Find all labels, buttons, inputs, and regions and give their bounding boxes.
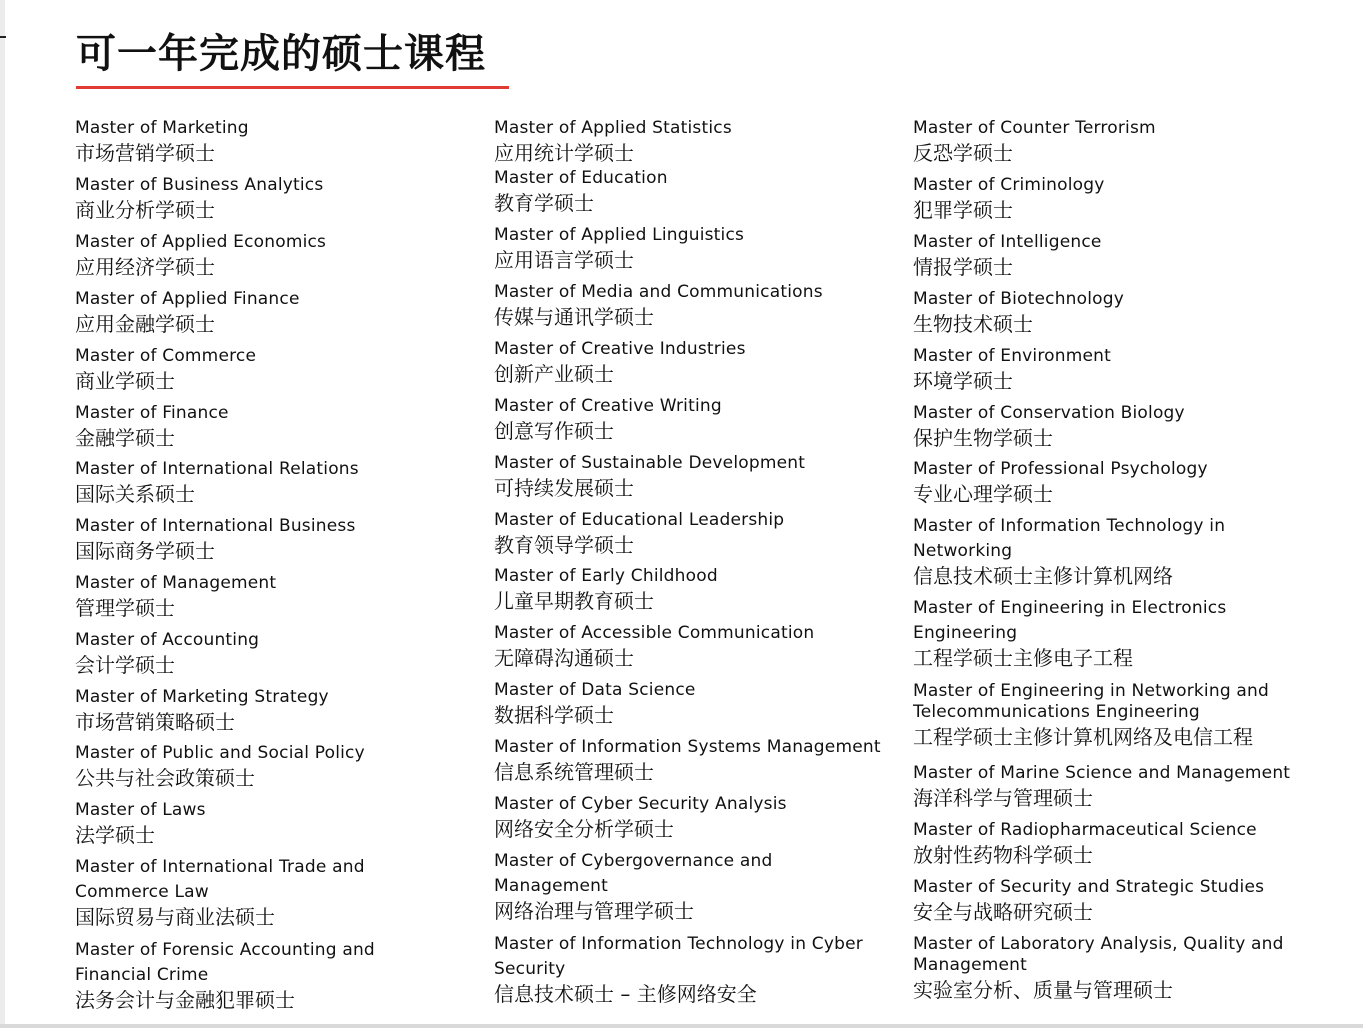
program-name-zh: 可持续发展硕士 <box>494 476 634 500</box>
program-name-zh: 工程学硕士主修电子工程 <box>913 646 1133 670</box>
title-underline <box>76 86 509 89</box>
program-item <box>494 280 894 329</box>
program-name-en: Master of Accounting <box>75 630 260 650</box>
program-name-en: Master of Cyber Security Analysis <box>494 794 787 814</box>
program-name-zh: 传媒与通讯学硕士 <box>494 305 654 329</box>
page-title: 可一年完成的硕士课程 <box>76 31 486 77</box>
left-edge-bar <box>0 0 5 1028</box>
program-name-zh: 商业学硕士 <box>75 369 175 393</box>
program-name-zh: 数据科学硕士 <box>494 703 614 727</box>
program-name-zh: 无障碍沟通硕士 <box>494 646 634 670</box>
program-name-en: Master of Conservation Biology <box>913 403 1185 423</box>
program-item <box>913 173 1313 222</box>
program-name-zh: 法务会计与金融犯罪硕士 <box>75 988 295 1012</box>
program-item <box>75 938 385 1012</box>
program-name-zh: 应用金融学硕士 <box>75 312 215 336</box>
program-name-zh: 市场营销学硕士 <box>75 141 215 165</box>
program-name-en: Master of Forensic Accounting and Financial Crime <box>75 940 375 985</box>
program-name-zh: 商业分析学硕士 <box>75 198 215 222</box>
program-name-zh: 犯罪学硕士 <box>913 198 1013 222</box>
program-item <box>494 792 894 841</box>
program-name-en: Master of Security and Strategic Studies <box>913 877 1265 897</box>
program-name-en: Master of Educational Leadership <box>494 510 785 530</box>
program-name-zh: 实验室分析、质量与管理硕士 <box>913 978 1173 1002</box>
program-name-zh: 情报学硕士 <box>913 255 1013 279</box>
program-name-zh: 信息系统管理硕士 <box>494 760 654 784</box>
program-item <box>913 875 1353 924</box>
program-name-zh: 国际关系硕士 <box>75 482 195 506</box>
program-name-zh: 教育领导学硕士 <box>494 533 634 557</box>
program-item <box>494 223 894 272</box>
program-name-zh: 环境学硕士 <box>913 369 1013 393</box>
program-item <box>75 173 475 222</box>
program-name-en: Master of Criminology <box>913 175 1105 195</box>
program-name-zh: 管理学硕士 <box>75 596 175 620</box>
program-item <box>494 166 894 215</box>
program-item <box>913 514 1233 588</box>
program-item <box>913 934 1313 1002</box>
program-name-en: Master of Information Technology in Networking <box>913 516 1226 561</box>
program-name-zh: 网络安全分析学硕士 <box>494 817 674 841</box>
program-name-en: Master of Applied Finance <box>75 289 300 309</box>
program-item <box>75 571 475 620</box>
program-item <box>913 596 1243 670</box>
program-name-en: Master of Engineering in Electronics Engineering <box>913 598 1227 643</box>
left-edge-tick <box>0 36 6 38</box>
program-item <box>494 564 894 613</box>
program-item <box>913 230 1313 279</box>
program-name-en: Master of Data Science <box>494 680 696 700</box>
program-name-en: Master of International Business <box>75 516 356 536</box>
program-item <box>75 628 475 677</box>
program-name-zh: 网络治理与管理学硕士 <box>494 899 694 923</box>
program-item <box>494 932 894 1006</box>
program-name-en: Master of Laboratory Analysis, Quality and Management <box>913 934 1284 975</box>
program-name-en: Master of Applied Linguistics <box>494 225 745 245</box>
program-item <box>913 818 1353 867</box>
program-item <box>913 344 1313 393</box>
program-item <box>494 508 894 557</box>
program-item <box>494 849 794 923</box>
program-name-zh: 放射性药物科学硕士 <box>913 843 1093 867</box>
program-name-en: Master of Intelligence <box>913 232 1102 252</box>
program-name-zh: 保护生物学硕士 <box>913 426 1053 450</box>
program-item <box>75 798 475 847</box>
program-item <box>913 287 1313 336</box>
program-item <box>494 678 894 727</box>
program-name-en: Master of Marketing Strategy <box>75 687 329 707</box>
program-name-en: Master of Applied Economics <box>75 232 327 252</box>
program-name-en: Master of Laws <box>75 800 206 820</box>
program-name-en: Master of Education <box>494 168 668 188</box>
program-item <box>75 230 475 279</box>
program-item <box>75 287 475 336</box>
program-name-zh: 创新产业硕士 <box>494 362 614 386</box>
program-item <box>913 116 1313 165</box>
program-name-en: Master of Radiopharmaceutical Science <box>913 820 1257 840</box>
program-name-zh: 安全与战略研究硕士 <box>913 900 1093 924</box>
program-name-zh: 应用经济学硕士 <box>75 255 215 279</box>
program-name-en: Master of Cybergovernance and Management <box>494 851 773 896</box>
program-name-en: Master of Commerce <box>75 346 257 366</box>
program-name-zh: 法学硕士 <box>75 823 155 847</box>
program-name-zh: 信息技术硕士主修计算机网络 <box>913 564 1173 588</box>
program-item <box>75 116 475 165</box>
program-name-en: Master of International Trade and Commerce Law <box>75 857 365 902</box>
program-name-en: Master of Business Analytics <box>75 175 324 195</box>
program-name-en: Master of Engineering in Networking and Telecommunications Engineering <box>913 681 1270 722</box>
program-item <box>494 116 894 165</box>
program-name-zh: 应用统计学硕士 <box>494 141 634 165</box>
program-name-en: Master of Finance <box>75 403 229 423</box>
bottom-edge-bar <box>0 1024 1363 1028</box>
program-item <box>75 457 475 506</box>
program-name-zh: 市场营销策略硕士 <box>75 710 235 734</box>
program-name-en: Master of Information Technology in Cyber Security <box>494 934 863 979</box>
program-item <box>494 337 894 386</box>
program-name-en: Master of Sustainable Development <box>494 453 806 473</box>
program-name-en: Master of Information Systems Management <box>494 737 881 757</box>
program-name-zh: 生物技术硕士 <box>913 312 1033 336</box>
program-name-zh: 工程学硕士主修计算机网络及电信工程 <box>913 725 1253 749</box>
program-item <box>913 761 1353 810</box>
program-name-en: Master of International Relations <box>75 459 359 479</box>
program-name-en: Master of Early Childhood <box>494 566 718 586</box>
program-name-zh: 海洋科学与管理硕士 <box>913 786 1093 810</box>
program-item <box>75 855 375 929</box>
program-name-zh: 教育学硕士 <box>494 191 594 215</box>
program-item <box>494 735 894 784</box>
program-name-en: Master of Marketing <box>75 118 249 138</box>
program-item <box>75 401 475 450</box>
program-name-en: Master of Environment <box>913 346 1111 366</box>
program-item <box>494 394 894 443</box>
program-name-en: Master of Biotechnology <box>913 289 1125 309</box>
program-name-en: Master of Public and Social Policy <box>75 743 365 763</box>
program-item <box>913 401 1313 450</box>
program-item <box>75 685 475 734</box>
program-item <box>75 514 475 563</box>
program-item <box>75 741 475 790</box>
program-name-zh: 信息技术硕士 – 主修网络安全 <box>494 982 757 1006</box>
program-name-en: Master of Counter Terrorism <box>913 118 1156 138</box>
program-item <box>75 344 475 393</box>
program-name-zh: 金融学硕士 <box>75 426 175 450</box>
program-name-en: Master of Professional Psychology <box>913 459 1208 479</box>
program-name-en: Master of Accessible Communication <box>494 623 815 643</box>
program-name-en: Master of Applied Statistics <box>494 118 732 138</box>
program-item <box>913 457 1313 506</box>
program-name-en: Master of Creative Writing <box>494 396 722 416</box>
program-name-zh: 反恐学硕士 <box>913 141 1013 165</box>
program-name-zh: 创意写作硕士 <box>494 419 614 443</box>
program-name-zh: 专业心理学硕士 <box>913 482 1053 506</box>
program-name-en: Master of Media and Communications <box>494 282 823 302</box>
program-name-zh: 会计学硕士 <box>75 653 175 677</box>
program-name-en: Master of Creative Industries <box>494 339 746 359</box>
program-item <box>494 451 894 500</box>
program-item <box>494 621 894 670</box>
program-name-en: Master of Marine Science and Management <box>913 763 1291 783</box>
program-name-en: Master of Management <box>75 573 277 593</box>
program-name-zh: 国际商务学硕士 <box>75 539 215 563</box>
program-name-zh: 儿童早期教育硕士 <box>494 589 654 613</box>
program-name-zh: 国际贸易与商业法硕士 <box>75 905 275 929</box>
program-name-zh: 公共与社会政策硕士 <box>75 766 255 790</box>
program-item <box>913 681 1283 749</box>
program-name-zh: 应用语言学硕士 <box>494 248 634 272</box>
